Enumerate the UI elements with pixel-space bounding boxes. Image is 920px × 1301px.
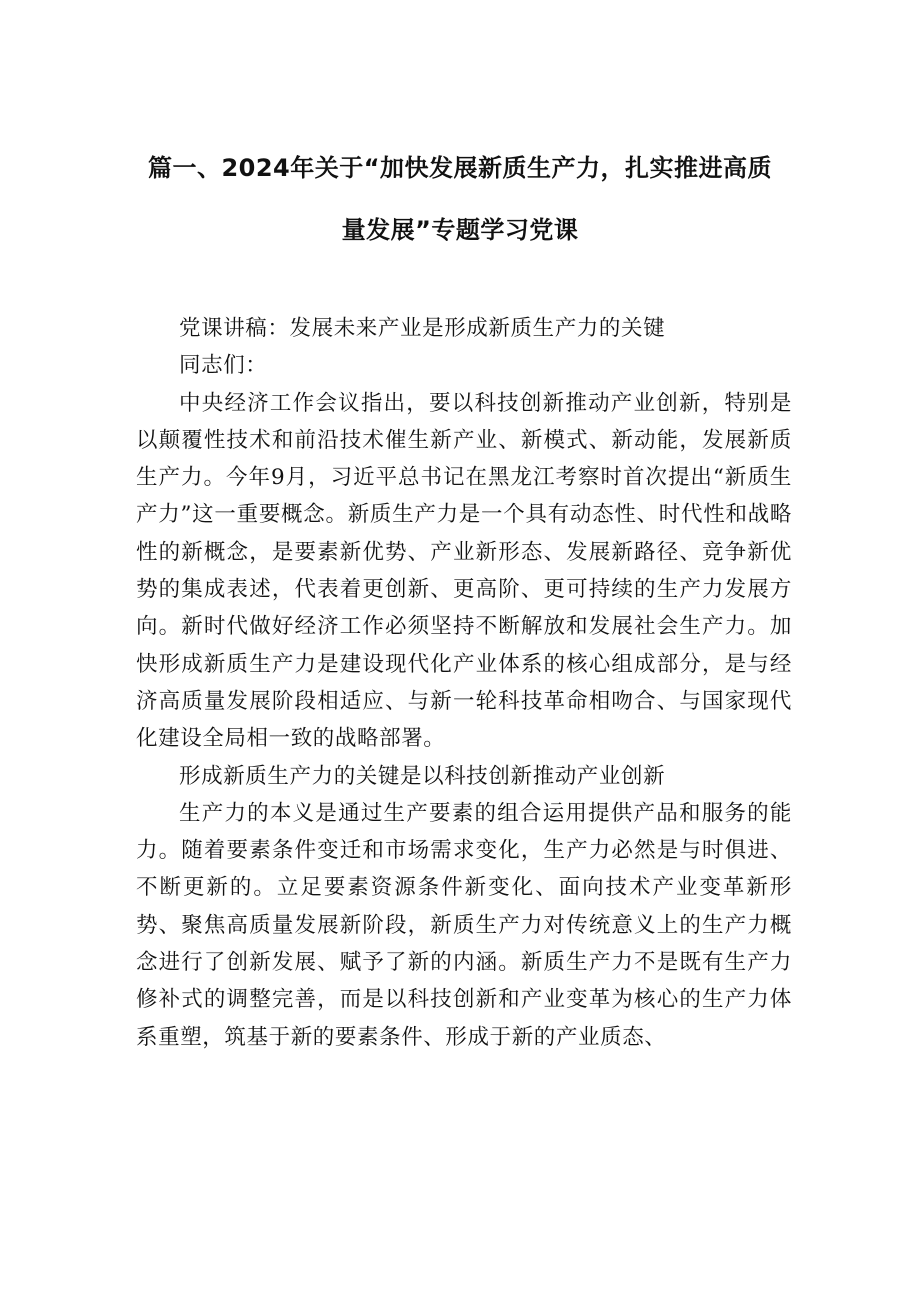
salutation: 同志们： xyxy=(179,353,268,379)
body-paragraph: 生产力的本义是通过生产要素的组合运用提供产品和服务的能力。随着要素条件变迁和市场需求变化，生产力必然是与时俱进、不断更新的。立足要素资源条件新变化、面向技术产业变革新形势、聚焦高质量发展新阶段，新质生产力对传统意义上的生产力概念进行了创新发展、赋予了新的内涵。新质生产力不是既有生产力修补式的调整完善，而是以科技创新和产业变革为核心的生产力体系重塑，筑基于新的要素条件、形成于新的产业质态、 xyxy=(136,800,792,1050)
body-paragraph: 中央经济工作会议指出，要以科技创新推动产业创新，特别是以颠覆性技术和前沿技术催生新产业、新模式、新动能，发展新质生产力。今年9月，习近平总书记在黑龙江考察时首次提出“新质生产力”这一重要概念。新质生产力是一个具有动态性、时代性和战略性的新概念，是要素新优势、产业新形态、发展新路径、竞争新优势的集成表述，代表着更创新、更高阶、更可持续的生产力发展方向。新时代做好经济工作必须坚持不断解放和发展社会生产力。加快形成新质生产力是建设现代化产业体系的核心组成部分，是与经济高质量发展阶段相适应、与新一轮科技革命相吻合、与国家现代化建设全局相一致的战略部署。 xyxy=(136,390,792,752)
document-title-line-2: 量发展”专题学习党课 xyxy=(341,216,579,244)
lecture-subtitle: 党课讲稿：发展未来产业是形成新质生产力的关键 xyxy=(179,316,666,341)
section-heading: 形成新质生产力的关键是以科技创新推动产业创新 xyxy=(179,763,666,789)
document-title-line-1: 篇一、2024年关于“加快发展新质生产力，扎实推进高质 xyxy=(147,154,773,182)
document-body xyxy=(136,310,792,1056)
